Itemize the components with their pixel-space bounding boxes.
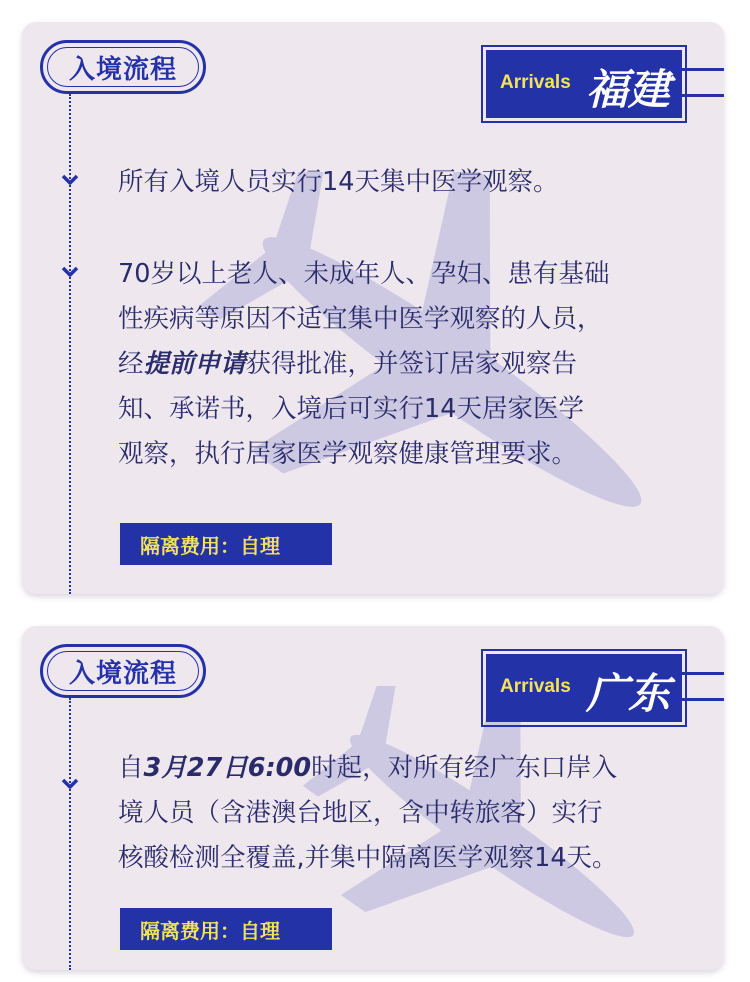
city-name: 福建	[586, 65, 671, 114]
item-line: 70岁以上老人、未成年人、孕妇、患有基础	[118, 259, 610, 289]
item-line-emphasis: 提前申请	[143, 349, 246, 379]
step-pill	[40, 40, 206, 94]
item-line-pre: 自	[118, 753, 144, 783]
item-line	[118, 746, 698, 791]
city-tag	[476, 654, 724, 722]
item-line-post: 时起，对所有经广东口岸入	[311, 753, 618, 783]
item-text-block	[118, 746, 698, 881]
timeline-line	[69, 94, 71, 594]
chevron-down-icon	[61, 266, 79, 280]
arrivals-label: Arrivals	[500, 72, 571, 93]
item-line	[118, 342, 698, 387]
item-line: 知、承诺书，入境后可实行14天居家医学	[118, 394, 584, 424]
item-line: 性疾病等原因不适宜集中医学观察的人员，	[118, 304, 603, 334]
city-name: 广东	[586, 669, 671, 718]
item-line-pre: 经	[118, 349, 144, 379]
fujian-card	[22, 22, 724, 594]
city-tag-box	[486, 654, 682, 722]
item-line-post: 获得批准，并签订居家观察告	[245, 349, 578, 379]
step-label: 入境流程	[68, 54, 177, 85]
guangdong-card	[22, 626, 724, 970]
arrivals-label: Arrivals	[500, 676, 571, 697]
item-text-block	[118, 252, 698, 477]
step-pill	[40, 644, 206, 698]
fee-label: 隔离费用：自理	[120, 908, 332, 950]
item-line-emphasis: 3月27日6:00	[143, 753, 312, 783]
chevron-down-icon	[61, 778, 79, 792]
timeline-line	[69, 698, 71, 970]
item-line: 核酸检测全覆盖,并集中隔离医学观察14天。	[118, 843, 618, 873]
chevron-down-icon	[61, 174, 79, 188]
item-line: 观察，执行居家医学观察健康管理要求。	[118, 439, 578, 469]
city-tag-box	[486, 50, 682, 118]
fee-label: 隔离费用：自理	[120, 523, 332, 565]
item-line: 境人员（含港澳台地区，含中转旅客）实行	[118, 798, 603, 828]
item-text: 所有入境人员实行14天集中医学观察。	[118, 167, 559, 197]
city-tag	[476, 50, 724, 118]
step-label: 入境流程	[68, 658, 177, 689]
